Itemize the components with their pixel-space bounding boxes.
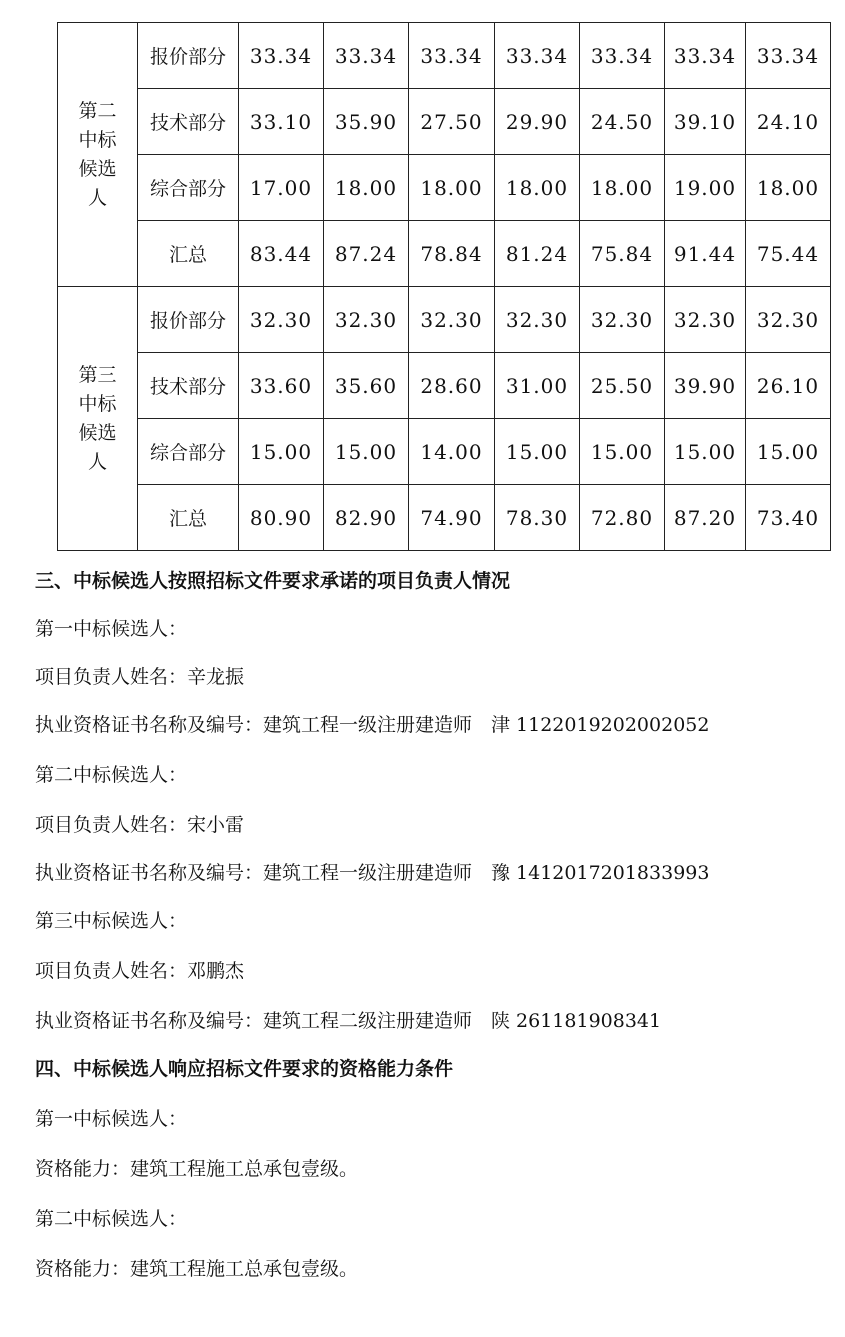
qualification-text: 资格能力：建筑工程施工总承包壹级。 — [35, 1158, 359, 1180]
score-cell: 80.90 — [239, 485, 324, 551]
score-cell: 32.30 — [409, 287, 495, 353]
project-manager-name: 项目负责人姓名：辛龙振 — [35, 666, 245, 688]
score-cell: 14.00 — [409, 419, 495, 485]
score-cell: 32.30 — [746, 287, 831, 353]
score-cell: 24.50 — [580, 89, 665, 155]
score-cell: 35.90 — [324, 89, 409, 155]
table-row — [58, 419, 831, 485]
project-manager-name: 项目负责人姓名：宋小雷 — [35, 814, 245, 836]
score-cell: 87.20 — [665, 485, 746, 551]
score-cell: 39.10 — [665, 89, 746, 155]
qualification-text: 资格能力：建筑工程施工总承包壹级。 — [35, 1258, 359, 1280]
score-cell: 91.44 — [665, 221, 746, 287]
part-label: 综合部分 — [138, 155, 239, 221]
score-cell: 87.24 — [324, 221, 409, 287]
score-cell: 25.50 — [580, 353, 665, 419]
score-cell: 24.10 — [746, 89, 831, 155]
candidate-label: 第三中标候选人： — [35, 910, 188, 932]
score-cell: 19.00 — [665, 155, 746, 221]
score-cell: 72.80 — [580, 485, 665, 551]
score-cell: 83.44 — [239, 221, 324, 287]
score-cell: 29.90 — [495, 89, 580, 155]
score-cell: 18.00 — [324, 155, 409, 221]
score-cell: 33.34 — [324, 23, 409, 89]
part-label: 报价部分 — [138, 287, 239, 353]
score-cell: 15.00 — [324, 419, 409, 485]
score-cell: 78.84 — [409, 221, 495, 287]
table-row — [58, 221, 831, 287]
candidate-label: 第一中标候选人： — [35, 618, 188, 640]
score-cell: 15.00 — [665, 419, 746, 485]
score-cell: 33.34 — [580, 23, 665, 89]
project-manager-name: 项目负责人姓名：邓鹏杰 — [35, 960, 245, 982]
score-cell: 35.60 — [324, 353, 409, 419]
part-label: 报价部分 — [138, 23, 239, 89]
score-cell: 33.10 — [239, 89, 324, 155]
score-cell: 15.00 — [495, 419, 580, 485]
score-cell: 26.10 — [746, 353, 831, 419]
section-4-heading: 四、中标候选人响应招标文件要求的资格能力条件 — [35, 1058, 454, 1080]
score-cell: 39.90 — [665, 353, 746, 419]
certificate-info: 执业资格证书名称及编号：建筑工程一级注册建造师 津 1122019202002052 — [35, 714, 710, 736]
score-cell: 33.34 — [495, 23, 580, 89]
group-cell-third-candidate: 第三 中标 候选 人 — [58, 287, 138, 551]
score-cell: 32.30 — [239, 287, 324, 353]
score-cell: 32.30 — [580, 287, 665, 353]
score-cell: 33.34 — [665, 23, 746, 89]
candidate-label: 第二中标候选人： — [35, 764, 188, 786]
part-label: 综合部分 — [138, 419, 239, 485]
candidate-label: 第一中标候选人： — [35, 1108, 188, 1130]
score-cell: 18.00 — [495, 155, 580, 221]
section-3-heading: 三、中标候选人按照招标文件要求承诺的项目负责人情况 — [35, 570, 511, 592]
score-cell: 82.90 — [324, 485, 409, 551]
score-cell: 33.34 — [409, 23, 495, 89]
score-cell: 32.30 — [495, 287, 580, 353]
score-cell: 18.00 — [580, 155, 665, 221]
score-table — [57, 22, 831, 551]
candidate-label: 第二中标候选人： — [35, 1208, 188, 1230]
part-label: 汇总 — [138, 221, 239, 287]
group-cell-second-candidate: 第二 中标 候选 人 — [58, 23, 138, 287]
table-row — [58, 89, 831, 155]
score-cell: 33.34 — [239, 23, 324, 89]
score-cell: 18.00 — [409, 155, 495, 221]
table-row — [58, 287, 831, 353]
score-cell: 78.30 — [495, 485, 580, 551]
score-cell: 75.84 — [580, 221, 665, 287]
score-cell: 73.40 — [746, 485, 831, 551]
part-label: 汇总 — [138, 485, 239, 551]
score-cell: 33.60 — [239, 353, 324, 419]
score-cell: 32.30 — [324, 287, 409, 353]
part-label: 技术部分 — [138, 353, 239, 419]
certificate-info: 执业资格证书名称及编号：建筑工程二级注册建造师 陕 261181908341 — [35, 1010, 662, 1032]
certificate-info: 执业资格证书名称及编号：建筑工程一级注册建造师 豫 1412017201833993 — [35, 862, 710, 884]
table-row — [58, 23, 831, 89]
score-cell: 74.90 — [409, 485, 495, 551]
score-cell: 27.50 — [409, 89, 495, 155]
score-cell: 15.00 — [580, 419, 665, 485]
table-row — [58, 485, 831, 551]
score-cell: 28.60 — [409, 353, 495, 419]
score-cell: 75.44 — [746, 221, 831, 287]
score-cell: 31.00 — [495, 353, 580, 419]
score-cell: 15.00 — [746, 419, 831, 485]
table-row — [58, 353, 831, 419]
score-cell: 18.00 — [746, 155, 831, 221]
score-cell: 15.00 — [239, 419, 324, 485]
score-cell: 32.30 — [665, 287, 746, 353]
part-label: 技术部分 — [138, 89, 239, 155]
table-row — [58, 155, 831, 221]
score-cell: 33.34 — [746, 23, 831, 89]
score-cell: 17.00 — [239, 155, 324, 221]
score-cell: 81.24 — [495, 221, 580, 287]
